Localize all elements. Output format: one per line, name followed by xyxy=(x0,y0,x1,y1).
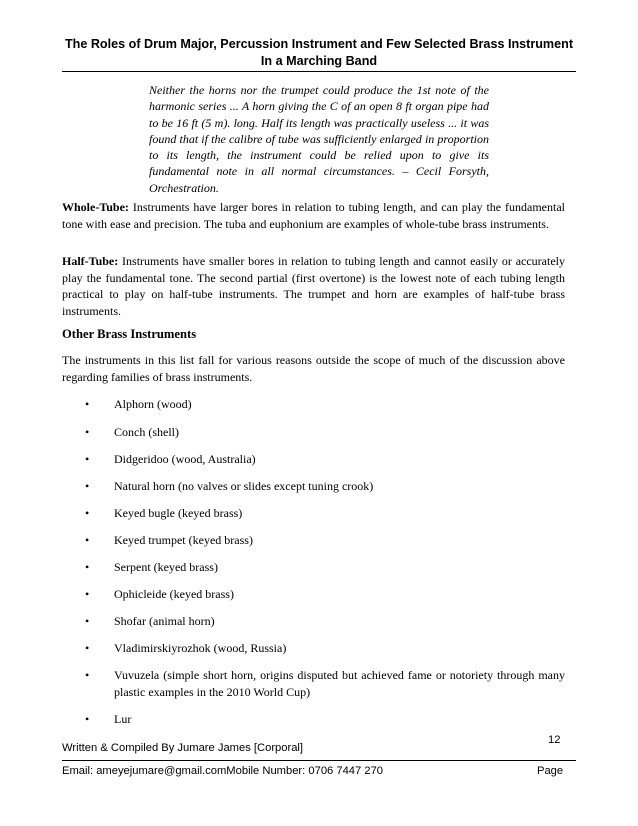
section-intro-paragraph: The instruments in this list fall for various reasons outside the scope of much of the discussion above regarding families of brass instruments. xyxy=(62,353,565,384)
list-item-text: Keyed bugle (keyed brass) xyxy=(114,506,243,520)
list-item-text: Didgeridoo (wood, Australia) xyxy=(114,452,256,466)
footer-rule xyxy=(62,760,576,761)
list-item xyxy=(85,505,565,522)
list-item-text: Vladimirskiyrozhok (wood, Russia) xyxy=(114,641,287,655)
bullet-icon: • xyxy=(85,452,90,466)
page-header-title xyxy=(62,36,576,70)
list-item-text: Lur xyxy=(114,712,132,726)
bullet-icon: • xyxy=(85,506,90,520)
list-item xyxy=(85,667,565,700)
header-title-line-1: The Roles of Drum Major, Percussion Instrument and Few Selected Brass Instrument xyxy=(64,37,574,51)
half-tube-paragraph xyxy=(62,253,565,319)
list-item xyxy=(85,396,565,413)
bullet-icon: • xyxy=(85,587,90,601)
header-title-line-2: In a Marching Band xyxy=(260,54,378,68)
quote-text: Neither the horns nor the trumpet could produce the 1st note of the harmonic series ... A horn giving the C of an open 8 ft organ pipe had to be 16 ft (5 m). long. Half its length was practically useless ... it was found that if the calibre of tube was sufficiently enlarged in proportion to its length, the instrument could be relied upon to give its fundamental note in all normal circumstances. – Cecil Forsyth, Orchestration. xyxy=(149,83,489,195)
bullet-icon: • xyxy=(85,668,90,682)
bullet-icon: • xyxy=(85,425,90,439)
bullet-icon: • xyxy=(85,641,90,655)
footer-page-label: Page xyxy=(537,765,564,777)
bullet-icon: • xyxy=(85,479,90,493)
list-item-text: Serpent (keyed brass) xyxy=(114,560,218,574)
list-item xyxy=(85,711,565,728)
list-item-text: Conch (shell) xyxy=(114,425,179,439)
list-item-text: Vuvuzela (simple short horn, origins disputed but achieved fame or notoriety through many plastic examples in the 2010 World Cup) xyxy=(114,668,565,699)
section-heading: Other Brass Instruments xyxy=(62,327,197,341)
bullet-icon: • xyxy=(85,560,90,574)
list-item xyxy=(85,613,565,630)
list-item xyxy=(85,478,565,495)
list-item-text: Alphorn (wood) xyxy=(114,397,192,411)
list-item xyxy=(85,586,565,603)
block-quote xyxy=(149,82,489,196)
list-item xyxy=(85,451,565,468)
list-item-text: Keyed trumpet (keyed brass) xyxy=(114,533,253,547)
list-item xyxy=(85,559,565,576)
bullet-icon: • xyxy=(85,533,90,547)
half-tube-term: Half-Tube: xyxy=(62,254,119,268)
bullet-icon: • xyxy=(85,614,90,628)
whole-tube-paragraph xyxy=(62,199,565,232)
half-tube-text: Instruments have smaller bores in relation to tubing length and cannot easily or accurately play the fundamental tone. The second partial (first overtone) is the lowest note of each tubing length practical to play on half-tube instruments. The trumpet and horn are examples of half-tube brass instruments. xyxy=(62,254,565,318)
whole-tube-text: Instruments have larger bores in relation to tubing length, and can play the fundamental tone with ease and precision. The tuba and euphonium are examples of whole-tube brass instruments. xyxy=(62,200,565,231)
list-item xyxy=(85,640,565,657)
list-item-text: Natural horn (no valves or slides except tuning crook) xyxy=(114,479,374,493)
page-number: 12 xyxy=(548,734,561,746)
bullet-icon: • xyxy=(85,712,90,726)
list-item-text: Shofar (animal horn) xyxy=(114,614,215,628)
footer-credit: Written & Compiled By Jumare James [Corporal] xyxy=(62,742,304,754)
bullet-icon: • xyxy=(85,397,90,411)
header-rule xyxy=(62,71,576,72)
list-item xyxy=(85,424,565,441)
footer-contact: Email: ameyejumare@gmail.comMobile Number: 0706 7447 270 xyxy=(62,765,384,777)
whole-tube-term: Whole-Tube: xyxy=(62,200,129,214)
list-item xyxy=(85,532,565,549)
list-item-text: Ophicleide (keyed brass) xyxy=(114,587,234,601)
